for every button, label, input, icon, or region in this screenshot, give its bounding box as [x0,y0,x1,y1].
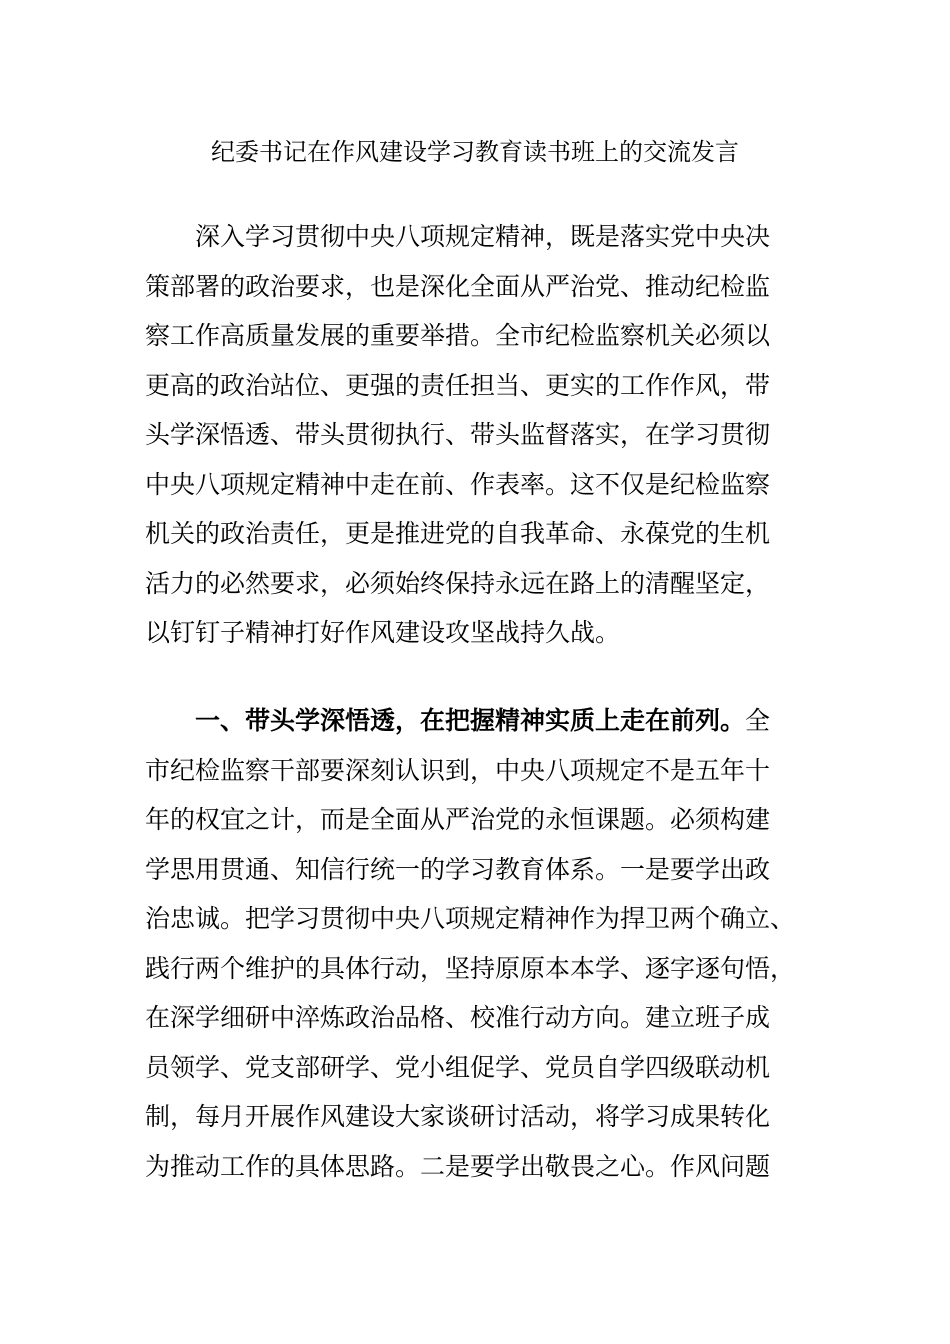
text-line: 员领学、党支部研学、党小组促学、党员自学四级联动机 [145,1052,771,1082]
text-line: 深入学习贯彻中央八项规定精神，既是落实党中央决 [195,222,771,251]
text-line: 活力的必然要求，必须始终保持永远在路上的清醒坚定， [145,568,771,598]
text-line: 头学深悟透、带头贯彻执行、带头监督落实，在学习贯彻 [145,420,771,449]
section-1-first-line [145,696,815,746]
text-line: 年的权宜之计，而是全面从严治党的永恒课题。必须构建 [145,805,771,834]
text-line: 学思用贯通、知信行统一的学习教育体系。一是要学出政 [145,854,771,884]
text-line: 在深学细研中淬炼政治品格、校准行动方向。建立班子成 [145,1003,771,1032]
text-line: 以钉钉子精神打好作风建设攻坚战持久战。 [145,618,621,647]
paragraph-section-1 [145,696,815,1191]
section-1-first-line-rest: 全 [745,706,771,735]
document-title: 纪委书记在作风建设学习教育读书班上的交流发言 [211,138,739,166]
text-line: 制，每月开展作风建设大家谈研讨活动，将学习成果转化 [145,1102,771,1131]
paragraph-intro [145,212,815,658]
text-line: 践行两个维护的具体行动，坚持原原本本学、逐字逐句悟， [145,953,796,983]
text-line: 策部署的政治要求，也是深化全面从严治党、推动纪检监 [145,271,771,301]
text-line: 治忠诚。把学习贯彻中央八项规定精神作为捍卫两个确立、 [145,904,796,933]
text-line: 中央八项规定精神中走在前、作表率。这不仅是纪检监察 [145,469,771,499]
text-line: 察工作高质量发展的重要举措。全市纪检监察机关必须以 [145,321,771,350]
text-line: 更高的政治站位、更强的责任担当、更实的工作作风，带 [145,370,771,400]
text-line: 为推动工作的具体思路。二是要学出敬畏之心。作风问题 [145,1151,771,1181]
text-line: 机关的政治责任，更是推进党的自我革命、永葆党的生机 [145,519,771,548]
text-line: 市纪检监察干部要深刻认识到，中央八项规定不是五年十 [145,755,771,785]
section-1-heading: 一、带头学深悟透，在把握精神实质上走在前列。 [195,706,746,735]
